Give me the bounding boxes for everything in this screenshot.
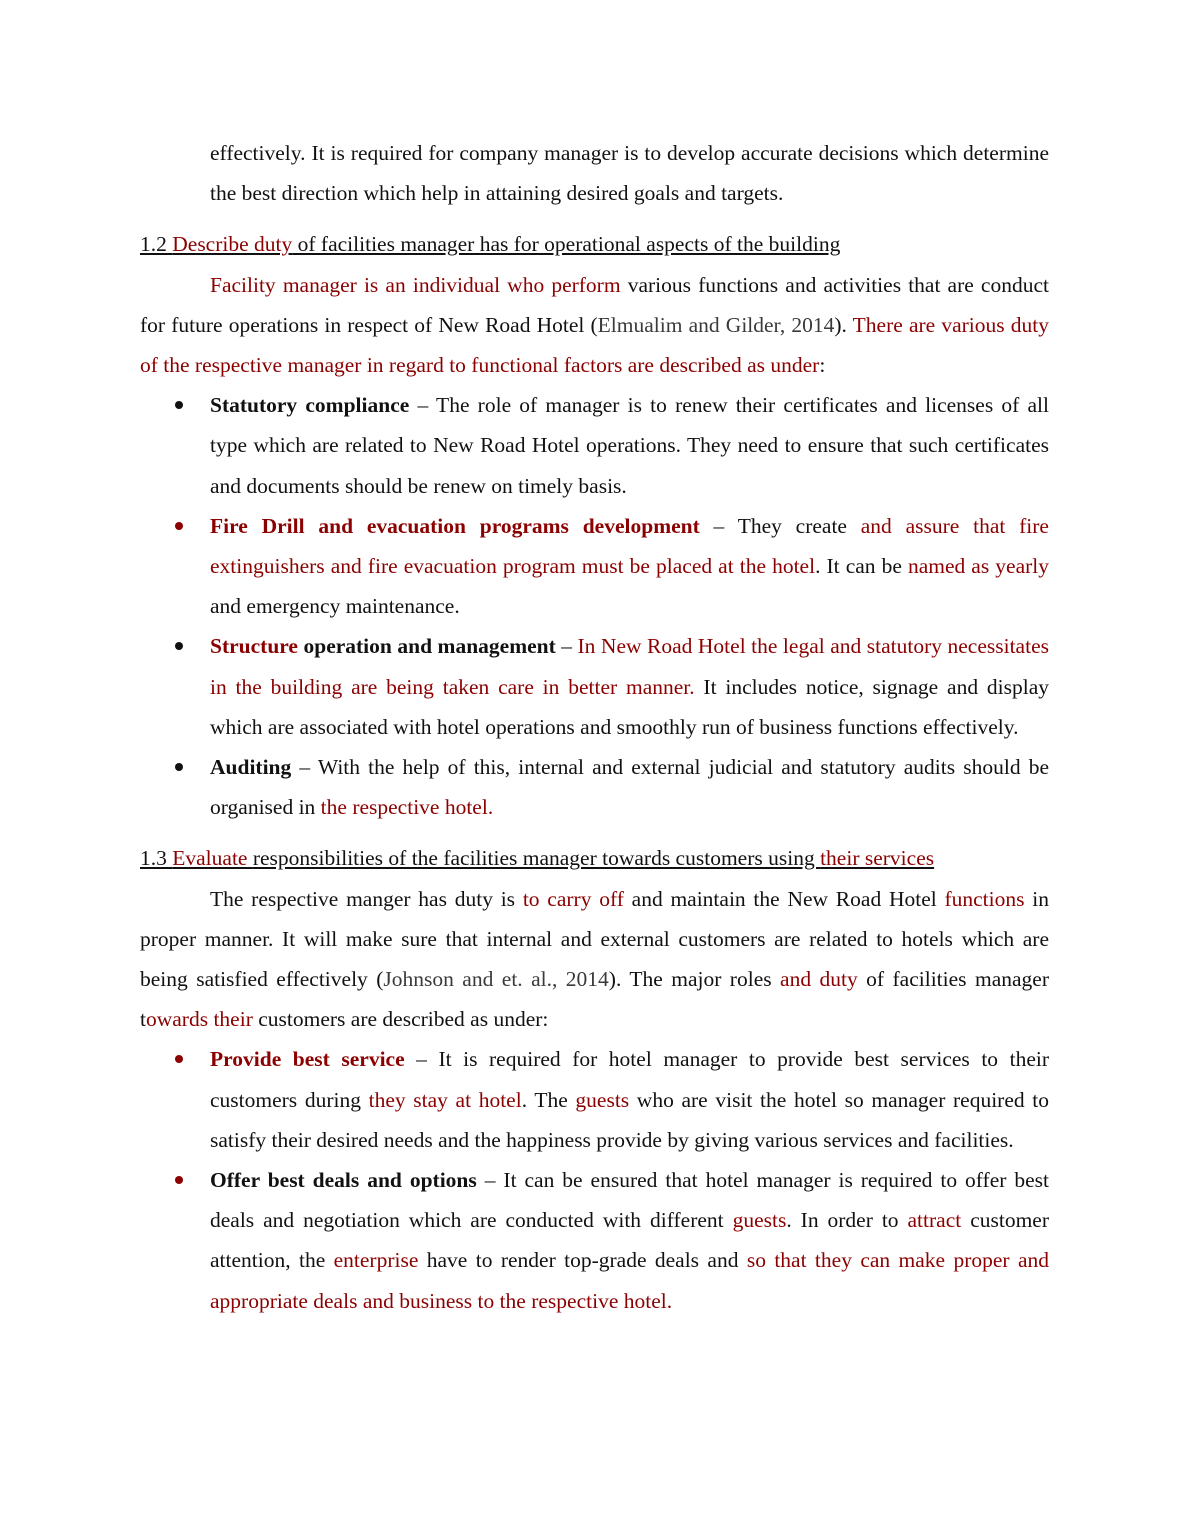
bullet-icon bbox=[175, 522, 183, 530]
bullet-title: Statutory compliance bbox=[210, 393, 410, 418]
bullet-title-red: Structure bbox=[210, 634, 298, 659]
para-red-text: owards their bbox=[145, 1007, 253, 1032]
bullet-red-text: named as yearly bbox=[907, 554, 1049, 579]
bullet-text: – They create bbox=[699, 513, 861, 538]
bullet-red-text: so that they can make proper and appropriate deals and business to the respective hotel. bbox=[210, 1248, 1049, 1313]
bullet-red-text: enterprise bbox=[333, 1248, 419, 1273]
heading-text: responsibilities of the facilities manager towards customers using bbox=[252, 846, 821, 871]
para-red-text: and duty bbox=[780, 967, 858, 992]
para-text: ). bbox=[834, 312, 853, 337]
citation: Elmualim and Gilder, 2014 bbox=[597, 312, 835, 337]
bullet-text: have to render top-grade deals and bbox=[418, 1248, 747, 1273]
bullet-red-text: attract bbox=[907, 1208, 962, 1233]
bullet-title: Offer best deals and options bbox=[210, 1168, 477, 1193]
bullet-red-text: the respective hotel. bbox=[320, 795, 494, 820]
heading-number: 1.3 bbox=[140, 846, 173, 871]
bullet-red-text: and assure that fire extinguishers and fire evacuation program must be placed at the hotel bbox=[210, 513, 1049, 579]
citation: Johnson and et. al., 2014 bbox=[383, 967, 609, 992]
heading-text: of facilities manager has for operational aspects of the building bbox=[292, 232, 841, 257]
para-red-text: to carry off bbox=[522, 886, 624, 911]
section-1-3-paragraph bbox=[140, 879, 1049, 1040]
document-body bbox=[140, 133, 1049, 1321]
bullet-red-text: guests bbox=[732, 1208, 787, 1233]
section-1-2-bullet-list bbox=[140, 385, 1049, 827]
list-item bbox=[140, 626, 1049, 747]
heading-red-text: their services bbox=[820, 846, 935, 871]
bullet-icon bbox=[175, 1176, 183, 1184]
list-item bbox=[140, 747, 1049, 827]
para-red-text: functions bbox=[944, 886, 1025, 911]
bullet-red-text: they stay at hotel bbox=[368, 1087, 522, 1112]
bullet-text: It includes notice, signage and display which are associated with hotel operations and smoothly run of business functions effectively. bbox=[210, 674, 1049, 739]
section-1-3-bullet-list bbox=[140, 1039, 1049, 1320]
bullet-icon bbox=[175, 763, 183, 771]
bullet-red-text: guests bbox=[575, 1087, 630, 1112]
bullet-title: Auditing bbox=[210, 755, 292, 780]
bullet-title: operation and management bbox=[297, 634, 556, 659]
bullet-icon bbox=[175, 401, 183, 409]
intro-paragraph: effectively. It is required for company manager is to develop accurate decisions which determine the best direction which help in attaining desired goals and targets. bbox=[210, 141, 1049, 206]
section-1-2-heading bbox=[140, 224, 1049, 264]
heading-number: 1.2 bbox=[140, 232, 173, 257]
list-item bbox=[140, 385, 1049, 506]
para-text: The respective manger has duty is bbox=[210, 886, 523, 911]
bullet-icon bbox=[175, 1055, 183, 1063]
bullet-title: Fire Drill and evacuation programs development bbox=[210, 513, 700, 538]
para-text: of facilities manager t bbox=[140, 967, 1049, 1032]
heading-red-text: Describe duty bbox=[172, 232, 293, 257]
heading-red-text: Evaluate bbox=[172, 846, 253, 871]
para-red-text: There are various duty of the respective manager in regard to functional factors are described as under bbox=[140, 312, 1049, 378]
para-text: ). The major roles bbox=[608, 967, 781, 992]
bullet-text: . It can be bbox=[815, 554, 908, 579]
list-item bbox=[140, 506, 1049, 627]
bullet-text: . The bbox=[521, 1087, 576, 1112]
section-1-3-heading bbox=[140, 838, 1049, 878]
bullet-red-text: In New Road Hotel the legal and statutory necessitates in the building are being taken care in better manner. bbox=[210, 634, 1049, 699]
bullet-text: – With the help of this, internal and external judicial and statutory audits should be organised in bbox=[210, 755, 1049, 820]
para-red-text: Facility manager is an individual who perform bbox=[210, 272, 621, 297]
bullet-icon bbox=[175, 642, 183, 650]
para-text: various functions and activities that are conduct for future operations in respect of New Road Hotel ( bbox=[140, 272, 1049, 337]
bullet-text: . In order to bbox=[786, 1208, 908, 1233]
section-1-2-paragraph bbox=[140, 265, 1049, 386]
bullet-text: – bbox=[555, 634, 578, 659]
bullet-text: – It can be ensured that hotel manager is required to offer best deals and negotiation which are conducted with different bbox=[210, 1168, 1050, 1233]
para-text: and maintain the New Road Hotel bbox=[623, 886, 945, 911]
para-text: customers are described as under: bbox=[252, 1007, 549, 1032]
bullet-text: – It is required for hotel manager to provide best services to their customers during bbox=[210, 1047, 1049, 1112]
bullet-title: Provide best service bbox=[210, 1047, 405, 1072]
list-item bbox=[140, 1039, 1049, 1160]
bullet-text: – The role of manager is to renew their certificates and licenses of all type which are related to New Road Hotel operations. They need to ensure that such certificates and documents should be renew on timely basis. bbox=[210, 393, 1049, 498]
list-item bbox=[140, 1160, 1049, 1321]
para-text: in proper manner. It will make sure that internal and external customers are related to hotels which are being satisfied effectively ( bbox=[140, 886, 1049, 992]
bullet-text: who are visit the hotel so manager required to satisfy their desired needs and the happiness provide by giving various services and facilities. bbox=[210, 1087, 1050, 1152]
bullet-text: customer attention, the bbox=[210, 1208, 1049, 1273]
para-text: : bbox=[819, 353, 826, 378]
bullet-text: and emergency maintenance. bbox=[210, 594, 460, 619]
